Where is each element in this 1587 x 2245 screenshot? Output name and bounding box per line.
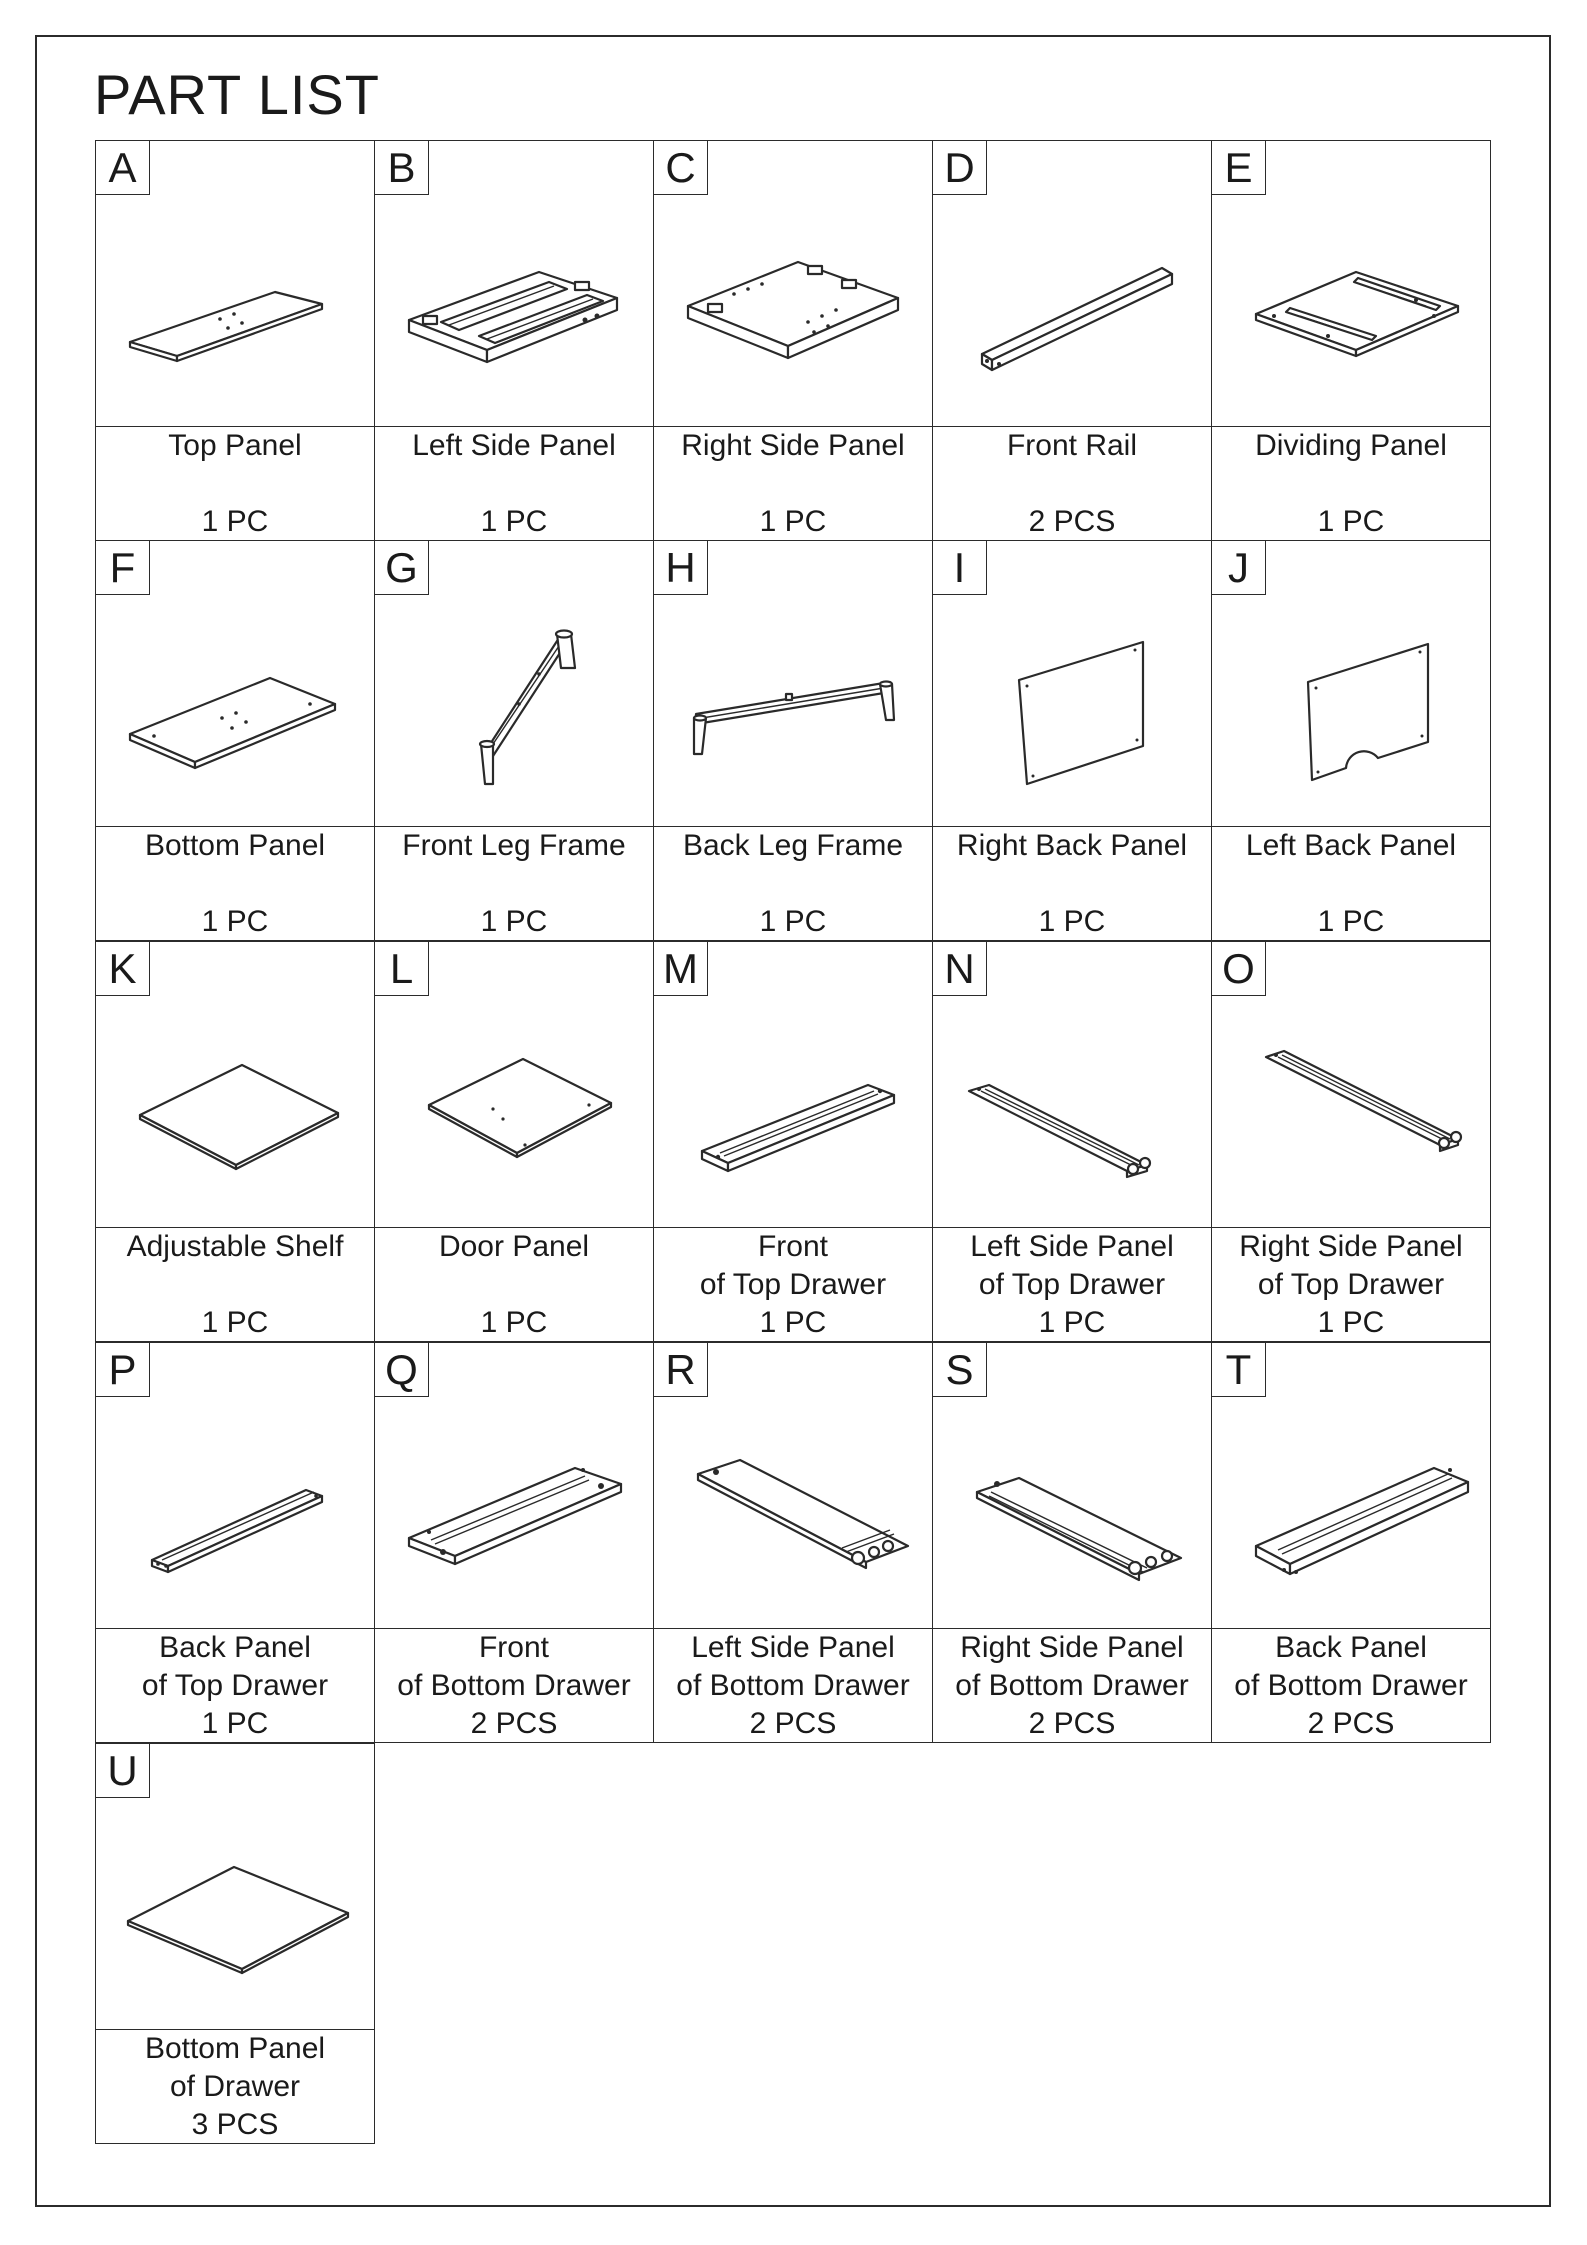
part-name: Left Side Panel of Bottom Drawer (676, 1631, 910, 1702)
bottom-drawer-right-side-icon (933, 1343, 1211, 1628)
top-drawer-left-side-icon (933, 942, 1211, 1227)
part-letter: G (375, 541, 429, 595)
right-side-panel-icon (654, 141, 932, 426)
part-name: Door Panel (438, 1230, 590, 1263)
part-caption (933, 1227, 1211, 1341)
part-cell-r (653, 1342, 933, 1743)
part-name: Front of Bottom Drawer (397, 1631, 631, 1702)
part-letter: L (375, 942, 429, 996)
part-cell-c (653, 140, 933, 541)
part-caption (96, 1227, 374, 1341)
part-caption (96, 1628, 374, 1742)
part-letter: K (96, 942, 150, 996)
part-letter: O (1212, 942, 1266, 996)
part-letter: D (933, 141, 987, 195)
part-name: Back Panel of Bottom Drawer (1234, 1631, 1468, 1702)
part-letter: I (933, 541, 987, 595)
dividing-panel-icon (1212, 141, 1490, 426)
part-name: Adjustable Shelf (126, 1230, 344, 1263)
part-cell-k (95, 941, 375, 1342)
part-caption (375, 426, 653, 540)
part-caption (375, 1227, 653, 1341)
part-caption (375, 826, 653, 940)
part-letter: P (96, 1343, 150, 1397)
part-cell-l (374, 941, 654, 1342)
part-cell-u (95, 1743, 375, 2144)
part-quantity: 2 PCS (470, 1707, 558, 1740)
part-cell-s (932, 1342, 1212, 1743)
page-title: PART LIST (94, 63, 380, 126)
part-quantity: 1 PC (201, 1707, 269, 1740)
part-quantity: 1 PC (759, 1306, 827, 1339)
part-letter: J (1212, 541, 1266, 595)
door-panel-icon (375, 942, 653, 1227)
part-cell-e (1211, 140, 1491, 541)
part-letter: U (96, 1744, 150, 1798)
part-name: Left Side Panel (412, 429, 616, 462)
part-caption (96, 826, 374, 940)
left-side-panel-icon (375, 141, 653, 426)
right-back-panel-icon (933, 541, 1211, 826)
part-cell-f (95, 540, 375, 941)
part-caption (1212, 1628, 1490, 1742)
part-cell-i (932, 540, 1212, 941)
part-quantity: 1 PC (201, 1306, 269, 1339)
bottom-panel-icon (96, 541, 374, 826)
drawer-bottom-panel-icon (96, 1744, 374, 2029)
part-quantity: 1 PC (1317, 505, 1385, 538)
part-name: Right Side Panel (681, 429, 905, 462)
part-letter: Q (375, 1343, 429, 1397)
part-quantity: 1 PC (480, 905, 548, 938)
part-letter: B (375, 141, 429, 195)
front-leg-frame-icon (375, 541, 653, 826)
part-letter: M (654, 942, 708, 996)
part-cell-p (95, 1342, 375, 1743)
part-cell-j (1211, 540, 1491, 941)
part-quantity: 1 PC (201, 905, 269, 938)
part-caption (1212, 826, 1490, 940)
part-list-grid (95, 140, 1497, 2145)
part-name: Left Side Panel of Top Drawer (970, 1230, 1174, 1301)
part-cell-t (1211, 1342, 1491, 1743)
bottom-drawer-front-icon (375, 1343, 653, 1628)
part-caption (654, 1628, 932, 1742)
top-drawer-right-side-icon (1212, 942, 1490, 1227)
part-name: Front Rail (1006, 429, 1138, 462)
part-letter: S (933, 1343, 987, 1397)
top-drawer-back-icon (96, 1343, 374, 1628)
part-name: Left Back Panel (1245, 829, 1457, 862)
part-quantity: 2 PCS (1028, 505, 1116, 538)
part-name: Bottom Panel (144, 829, 326, 862)
back-leg-frame-icon (654, 541, 932, 826)
top-panel-icon (96, 141, 374, 426)
bottom-drawer-back-icon (1212, 1343, 1490, 1628)
part-quantity: 2 PCS (1307, 1707, 1395, 1740)
part-letter: A (96, 141, 150, 195)
front-rail-icon (933, 141, 1211, 426)
part-caption (933, 826, 1211, 940)
part-name: Top Panel (168, 429, 302, 462)
part-letter: R (654, 1343, 708, 1397)
part-name: Front of Top Drawer (699, 1230, 887, 1301)
part-caption (1212, 1227, 1490, 1341)
part-letter: E (1212, 141, 1266, 195)
part-name: Right Side Panel of Bottom Drawer (955, 1631, 1189, 1702)
bottom-drawer-left-side-icon (654, 1343, 932, 1628)
part-caption (375, 1628, 653, 1742)
part-quantity: 1 PC (480, 505, 548, 538)
part-cell-n (932, 941, 1212, 1342)
part-caption (933, 1628, 1211, 1742)
part-name: Dividing Panel (1255, 429, 1447, 462)
part-quantity: 3 PCS (191, 2108, 279, 2141)
part-cell-b (374, 140, 654, 541)
part-cell-a (95, 140, 375, 541)
top-drawer-front-icon (654, 942, 932, 1227)
left-back-panel-icon (1212, 541, 1490, 826)
part-cell-g (374, 540, 654, 941)
part-name: Right Side Panel of Top Drawer (1239, 1230, 1463, 1301)
part-caption (654, 1227, 932, 1341)
part-letter: C (654, 141, 708, 195)
part-cell-o (1211, 941, 1491, 1342)
part-quantity: 1 PC (1317, 1306, 1385, 1339)
part-quantity: 1 PC (1317, 905, 1385, 938)
part-caption (933, 426, 1211, 540)
part-caption (654, 826, 932, 940)
part-letter: H (654, 541, 708, 595)
part-name: Front Leg Frame (402, 829, 626, 862)
part-caption (1212, 426, 1490, 540)
part-letter: N (933, 942, 987, 996)
part-quantity: 1 PC (1038, 905, 1106, 938)
part-cell-q (374, 1342, 654, 1743)
part-name: Bottom Panel of Drawer (144, 2032, 326, 2103)
part-quantity: 1 PC (759, 905, 827, 938)
part-quantity: 1 PC (1038, 1306, 1106, 1339)
part-cell-m (653, 941, 933, 1342)
part-quantity: 2 PCS (1028, 1707, 1116, 1740)
part-name: Right Back Panel (956, 829, 1188, 862)
part-quantity: 1 PC (480, 1306, 548, 1339)
part-caption (96, 426, 374, 540)
part-letter: F (96, 541, 150, 595)
part-name: Back Panel of Top Drawer (141, 1631, 329, 1702)
part-caption (654, 426, 932, 540)
part-letter: T (1212, 1343, 1266, 1397)
part-quantity: 2 PCS (749, 1707, 837, 1740)
part-quantity: 1 PC (201, 505, 269, 538)
part-cell-d (932, 140, 1212, 541)
part-name: Back Leg Frame (682, 829, 904, 862)
part-cell-h (653, 540, 933, 941)
part-caption (96, 2029, 374, 2143)
part-quantity: 1 PC (759, 505, 827, 538)
adjustable-shelf-icon (96, 942, 374, 1227)
